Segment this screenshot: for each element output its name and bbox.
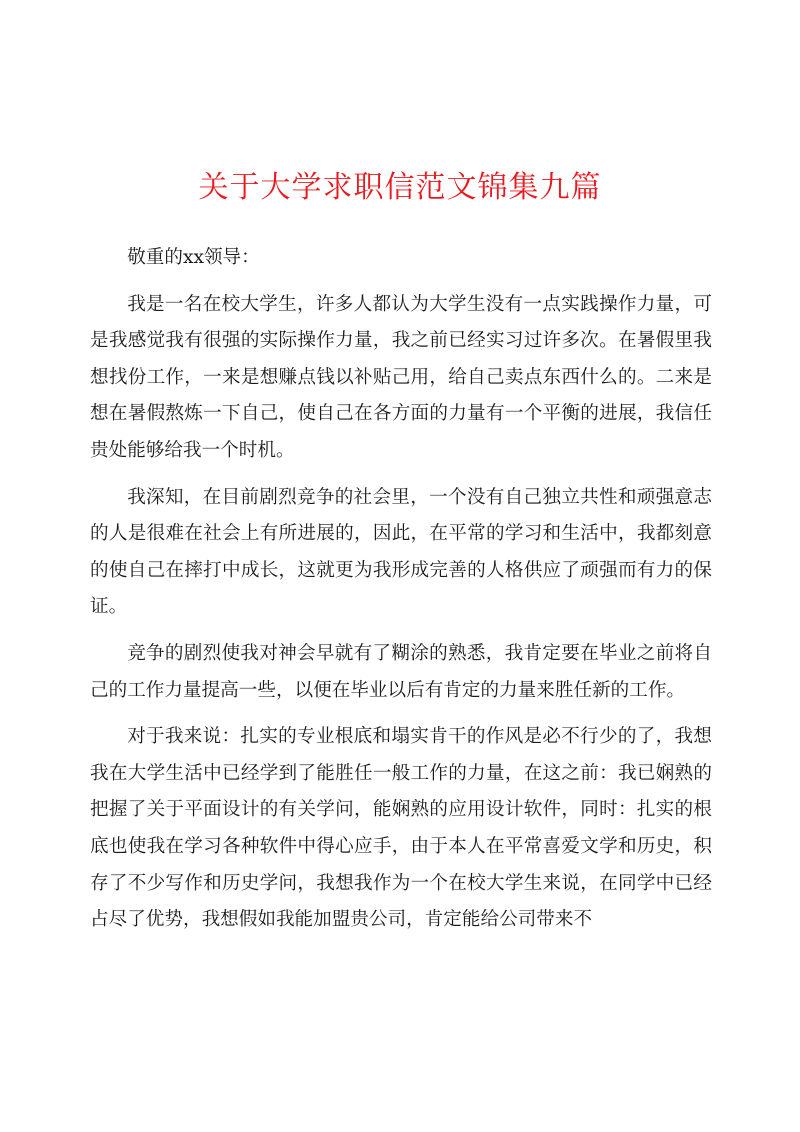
paragraph-1: 我是一名在校大学生，许多人都认为大学生没有一点实践操作力量，可是我感觉我有很强的实际操作力量，我之前已经实习过许多次。在暑假里我想找份工作，一来是想赚点钱以补贴己用，给自己卖点东西什么的。二来是想在暑假熬炼一下自己，使自己在各方面的力量有一个平衡的进展，我信任贵处能够给我一个时机。 bbox=[90, 293, 712, 461]
document-title: 关于大学求职信范文锦集九篇 bbox=[198, 170, 602, 205]
document-body bbox=[90, 240, 712, 949]
paragraph-3: 竞争的剧烈使我对神会早就有了糊涂的熟悉，我肯定要在毕业之前将自己的工作力量提高一些，以便在毕业以后有肯定的力量来胜任新的工作。 bbox=[90, 642, 712, 701]
salutation: 敬重的xx领导： bbox=[127, 247, 260, 268]
paragraph-4: 对于我来说：扎实的专业根底和塌实肯干的作风是必不行少的了，我想我在大学生活中已经学到了能胜任一般工作的力量，在这之前：我已娴熟的把握了关于平面设计的有关学问，能娴熟的应用设计软件，同时：扎实的根底也使我在学习各种软件中得心应手，由于本人在平常喜爱文学和历史，积存了不少写作和历史学问，我想我作为一个在校大学生来说，在同学中已经占尽了优势，我想假如我能加盟贵公司，肯定能给公司带来不 bbox=[90, 726, 712, 931]
paragraph-2: 我深知，在目前剧烈竞争的社会里，一个没有自己独立共性和顽强意志的人是很难在社会上有所进展的，因此，在平常的学习和生活中，我都刻意的使自己在摔打中成长，这就更为我形成完善的人格供应了顽强而有力的保证。 bbox=[90, 486, 712, 618]
